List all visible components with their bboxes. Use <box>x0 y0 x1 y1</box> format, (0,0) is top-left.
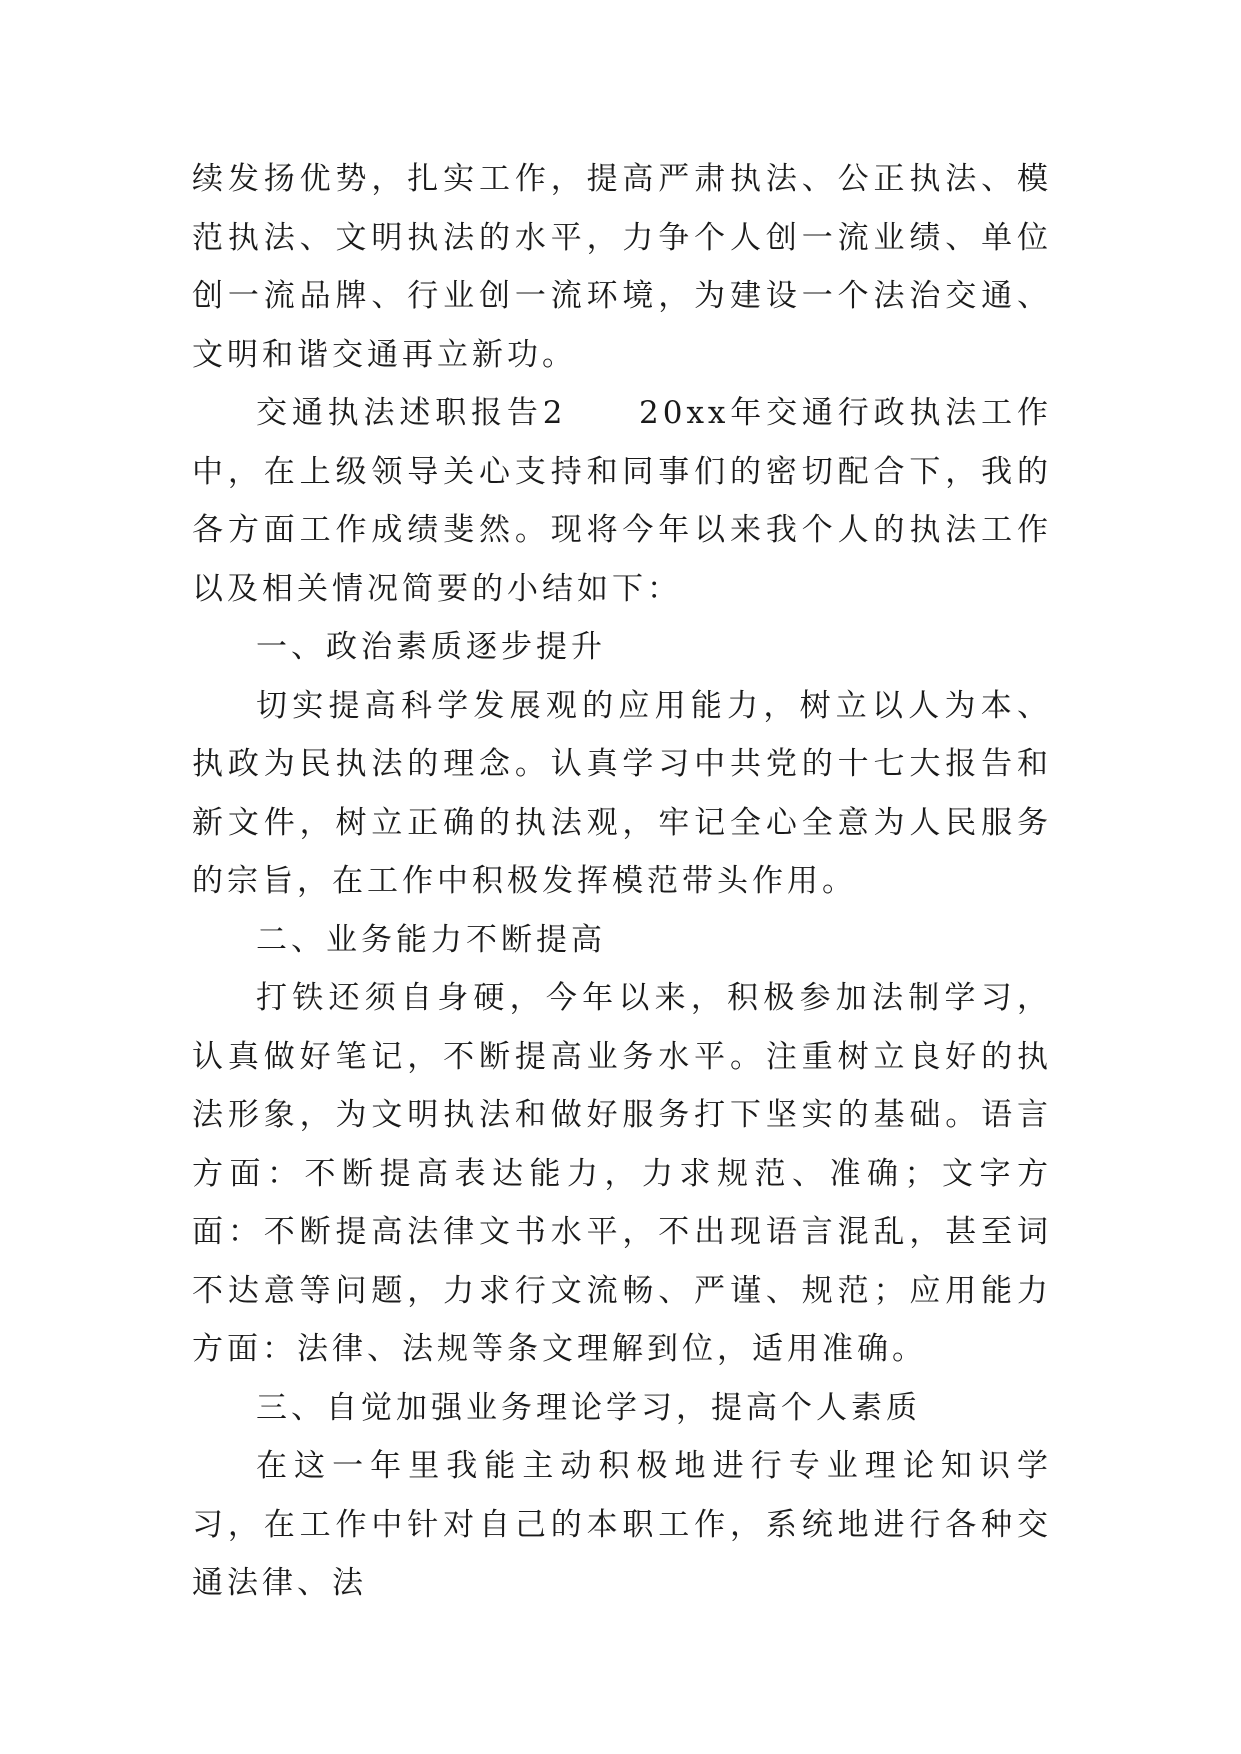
section-heading-theory: 三、自觉加强业务理论学习，提高个人素质 <box>256 1389 921 1426</box>
section-heading-business: 二、业务能力不断提高 <box>256 921 606 958</box>
paragraph-report-intro: 交通执法述职报告2 20xx年交通行政执法工作中，在上级领导关心支持和同事们的密切配合下，我的各方面工作成绩斐然。现将今年以来我个人的执法工作以及相关情况简要的小结如下： <box>192 395 1052 607</box>
section-heading-political: 一、政治素质逐步提升 <box>256 629 606 665</box>
paragraph-political: 切实提高科学发展观的应用能力，树立以人为本、执政为民执法的理念。认真学习中共党的十七大报告和新文件，树立正确的执法观，牢记全心全意为人民服务的宗旨，在工作中积极发挥模范带头作用。 <box>192 687 1052 899</box>
paragraph-theory: 在这一年里我能主动积极地进行专业理论知识学习，在工作中针对自己的本职工作，系统地进行各种交通法律、法 <box>192 1448 1052 1601</box>
document-body <box>192 150 1052 1613</box>
paragraph-continuation: 续发扬优势，扎实工作，提高严肃执法、公正执法、模范执法、文明执法的水平，力争个人创一流业绩、单位创一流品牌、行业创一流环境，为建设一个法治交通、文明和谐交通再立新功。 <box>192 161 1052 373</box>
paragraph-business: 打铁还须自身硬，今年以来，积极参加法制学习，认真做好笔记，不断提高业务水平。注重树立良好的执法形象，为文明执法和做好服务打下坚实的基础。语言方面：不断提高表达能力，力求规范、准确；文字方面：不断提高法律文书水平，不出现语言混乱，甚至词不达意等问题，力求行文流畅、严谨、规范；应用能力方面：法律、法规等条文理解到位，适用准确。 <box>192 980 1052 1367</box>
